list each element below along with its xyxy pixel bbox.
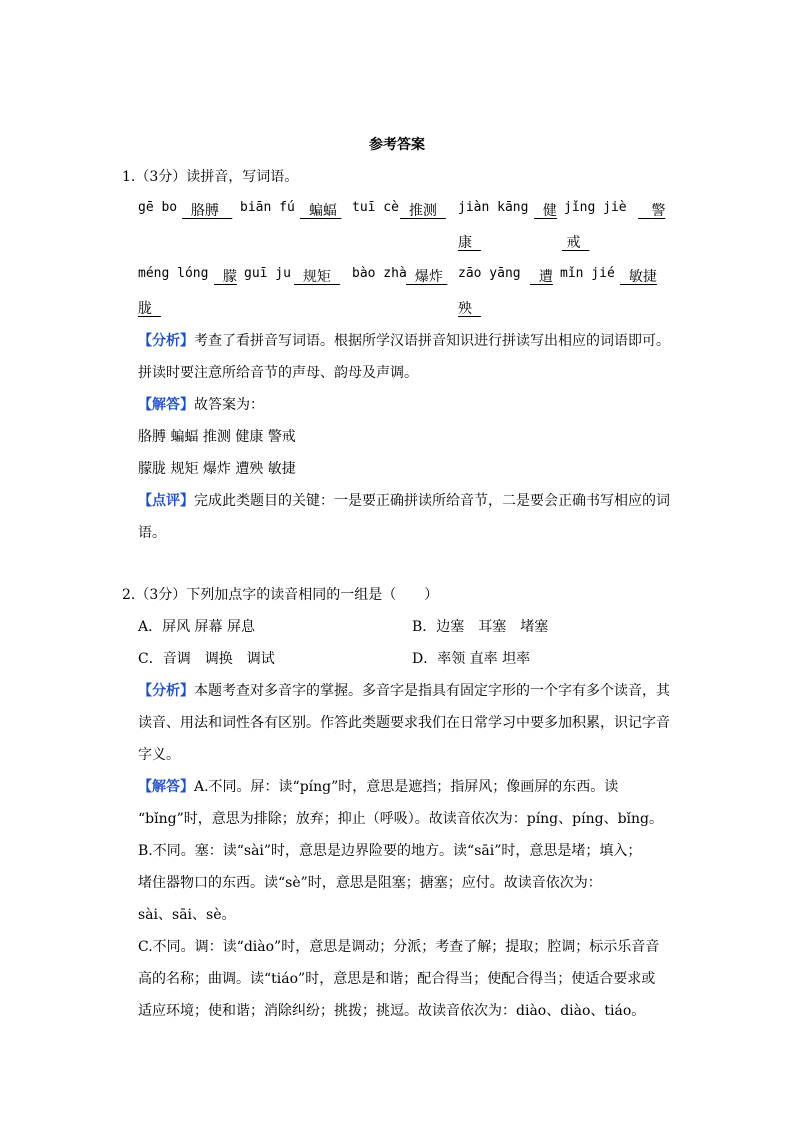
q1-pinyin: jiàn kāng — [458, 200, 529, 215]
q2-header: 2.（3分）下列加点字的读音相同的一组是（ ） — [122, 587, 439, 603]
q2-option-c: C．音调 调换 调试 — [138, 651, 275, 667]
q1-answer-text: 殃 — [458, 301, 472, 317]
q1-answer-wrap — [138, 298, 161, 318]
q1-answer — [294, 266, 340, 286]
q1-pinyin: jǐng jiè — [564, 200, 627, 215]
q1-answer-words-1: 胳膊 蝙蝠 推测 健康 警戒 — [138, 429, 296, 445]
comment-text: 完成此类题目的关键：一是要正确拼读所给音节，二是要会正确书写相应的词 — [194, 493, 670, 509]
q1-answer — [182, 200, 232, 220]
q1-answer-text: 健 — [542, 203, 557, 219]
q1-answer-wrap — [458, 232, 481, 252]
answer-tag: 【解答】 — [138, 779, 194, 795]
q1-answer — [300, 200, 341, 220]
q1-pinyin: bào zhà — [352, 266, 407, 281]
q2-option-a: A．屏风 屏幕 屏息 — [138, 619, 256, 635]
q2-answer-line: “bǐng”时，意思为排除；放弃；抑止（呼吸）。故读音依次为：píng、píng、bǐng。 — [138, 811, 663, 827]
q1-answer — [620, 266, 657, 286]
q1-answer-wrap — [458, 298, 481, 318]
answer-text: 故答案为： — [194, 397, 264, 413]
analysis-tag: 【分析】 — [138, 683, 194, 699]
q2-answer-block — [138, 776, 618, 796]
answer-tag: 【解答】 — [138, 397, 194, 413]
q2-analysis-cont: 读音、用法和词性各有区别。作答此类题要求我们在日常学习中要多加积累，识记字音 — [138, 715, 670, 731]
q1-answer-text: 爆炸 — [414, 269, 443, 285]
q1-answer-words-2: 朦胧 规矩 爆炸 遭殃 敏捷 — [138, 461, 296, 477]
q2-answer-line: sài、sāi、sè。 — [138, 907, 236, 923]
q1-answer-wrap — [562, 232, 589, 252]
q1-answer-text: 遭 — [538, 269, 553, 285]
q1-analysis — [138, 330, 670, 350]
q2-answer-line: B.不同。塞：读“sài”时，意思是边界险要的地方。读“sāi”时，意思是堵；填入； — [138, 843, 642, 859]
q1-pinyin: zāo yāng — [458, 266, 521, 281]
q1-answer-text: 推测 — [408, 203, 437, 219]
q1-answer — [214, 266, 237, 286]
q1-answer — [530, 266, 553, 286]
q1-comment — [138, 490, 670, 510]
q1-pinyin: mǐn jié — [560, 266, 615, 281]
q1-answer-text: 戒 — [566, 235, 581, 251]
q1-answer-text: 敏捷 — [628, 269, 657, 285]
q1-pinyin: tuī cè — [352, 200, 399, 215]
q1-answer-text: 康 — [458, 235, 472, 251]
q1-pinyin: méng lóng — [138, 266, 209, 281]
q2-answer-line: 适应环境；使和谐；消除纠纷；挑拨；挑逗。故读音依次为：diào、diào、tiáo。 — [138, 1003, 646, 1019]
q1-answer — [534, 200, 557, 220]
analysis-text: 本题考查对多音字的掌握。多音字是指具有固定字形的一个字有多个读音，其 — [194, 683, 670, 699]
q1-header: 1.（3分）读拼音，写词语。 — [122, 169, 299, 185]
q1-answer-text: 规矩 — [302, 269, 331, 285]
q2-analysis-cont: 字义。 — [138, 747, 180, 763]
q2-answer-line: 高的名称；曲调。读“tiáo”时，意思是和谐；配合得当；使配合得当；使适合要求或 — [138, 971, 656, 987]
q1-pinyin: guī ju — [244, 266, 291, 281]
q2-analysis — [138, 680, 670, 700]
q2-option-d: D．率领 直率 坦率 — [412, 651, 531, 667]
q2-option-b: B．边塞 耳塞 堵塞 — [412, 619, 549, 635]
analysis-text: 考查了看拼音写词语。根据所学汉语拼音知识进行拼读写出相应的词语即可。 — [194, 333, 670, 349]
analysis-tag: 【分析】 — [138, 333, 194, 349]
q1-answer-text: 警 — [651, 203, 666, 219]
q1-pinyin: gē bo — [138, 200, 178, 215]
q1-pinyin: biān fú — [240, 200, 295, 215]
page-title: 参考答案 — [369, 137, 425, 153]
q1-answer-text: 蝙蝠 — [308, 203, 337, 219]
q1-answer — [400, 200, 446, 220]
q2-answer-line: C.不同。调：读“diào”时，意思是调动；分派；考查了解；提取；腔调；标示乐音音 — [138, 939, 660, 955]
answer-text: A.不同。屏：读“píng”时，意思是遮挡；指屏风；像画屏的东西。读 — [194, 779, 619, 795]
q1-analysis-cont: 拼读时要注意所给音节的声母、韵母及声调。 — [138, 365, 418, 381]
q1-answer — [406, 266, 447, 286]
q1-answer-block — [138, 394, 264, 414]
q1-answer — [638, 200, 665, 220]
comment-tag: 【点评】 — [138, 493, 194, 509]
q1-answer-text: 胳膊 — [190, 203, 219, 219]
q1-comment-cont: 语。 — [138, 525, 166, 541]
q1-answer-text: 胧 — [138, 301, 152, 317]
q1-answer-text: 朦 — [222, 269, 237, 285]
q2-answer-line: 堵住器物口的东西。读“sè”时，意思是阻塞；搪塞；应付。故读音依次为： — [138, 875, 602, 891]
